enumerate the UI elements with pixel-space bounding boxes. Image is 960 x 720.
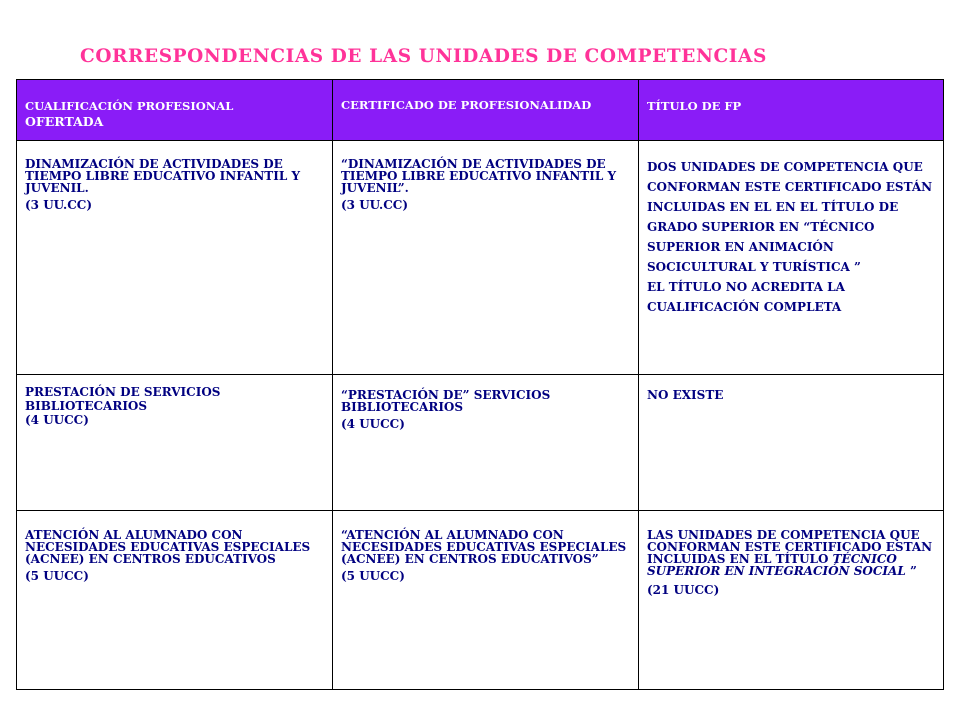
table-row bbox=[17, 511, 944, 690]
fp-title-note: EL TÍTULO NO ACREDITA LA CUALIFICACIÓN COMPLETA bbox=[647, 280, 845, 314]
certificate-units: (5 UUCC) bbox=[341, 569, 405, 583]
cell-certificate bbox=[333, 511, 639, 690]
table-row bbox=[17, 375, 944, 511]
cell-fp-title bbox=[639, 511, 944, 690]
header-fp-title bbox=[639, 80, 944, 141]
correspondence-table bbox=[16, 79, 944, 690]
header-fp-title-label: TÍTULO DE FP bbox=[647, 99, 742, 113]
qualification-text: PRESTACIÓN DE SERVICIOS BIBLIOTECARIOS bbox=[25, 385, 221, 413]
table-header-row bbox=[17, 80, 944, 141]
cell-qualification bbox=[17, 141, 333, 375]
qualification-units: (5 UUCC) bbox=[25, 569, 89, 583]
cell-certificate bbox=[333, 141, 639, 375]
cell-qualification bbox=[17, 511, 333, 690]
page-title: CORRESPONDENCIAS DE LAS UNIDADES DE COMPETENCIAS bbox=[80, 46, 767, 67]
header-qualification bbox=[17, 80, 333, 141]
fp-title-italic: TÉCNICO SUPERIOR EN INTEGRACIÓN SOCIAL bbox=[647, 552, 906, 578]
cell-qualification bbox=[17, 375, 333, 511]
certificate-units: (4 UUCC) bbox=[341, 417, 405, 431]
fp-title-prefix: LAS UNIDADES DE COMPETENCIA QUE CONFORMAN ESTE CERTIFICADO ESTAN INCLUIDAS EN EL TÍTULO bbox=[647, 528, 933, 566]
cell-fp-title bbox=[639, 141, 944, 375]
qualification-text: DINAMIZACIÓN DE ACTIVIDADES DE TIEMPO LIBRE EDUCATIVO INFANTIL Y JUVENIL. bbox=[25, 157, 301, 195]
qualification-text: ATENCIÓN AL ALUMNADO CON NECESIDADES EDUCATIVAS ESPECIALES (ACNEE) EN CENTROS EDUCATIVOS bbox=[25, 528, 311, 566]
certificate-units: (3 UU.CC) bbox=[341, 198, 408, 212]
fp-title-text: DOS UNIDADES DE COMPETENCIA QUE CONFORMAN ESTE CERTIFICADO ESTÁN INCLUIDAS EN EL EN EL TÍTULO DE GRADO SUPERIOR EN “TÉCNICO SUPERIOR EN ANIMACIÓN SOCICULTURAL Y TURÍSTICA ” bbox=[647, 160, 933, 274]
fp-title-suffix: ” bbox=[905, 564, 917, 578]
fp-title-text: NO EXISTE bbox=[647, 388, 724, 402]
header-qualification-line1: CUALIFICACIÓN PROFESIONAL bbox=[25, 99, 234, 113]
qualification-units: (4 UUCC) bbox=[25, 413, 89, 427]
certificate-text: “PRESTACIÓN DE” SERVICIOS BIBLIOTECARIOS bbox=[341, 388, 551, 414]
fp-title-units: (21 UUCC) bbox=[647, 583, 720, 597]
certificate-text: “ATENCIÓN AL ALUMNADO CON NECESIDADES EDUCATIVAS ESPECIALES (ACNEE) EN CENTROS EDUCATIVOS” bbox=[341, 528, 627, 566]
header-certificate bbox=[333, 80, 639, 141]
cell-certificate bbox=[333, 375, 639, 511]
table-row bbox=[17, 141, 944, 375]
qualification-units: (3 UU.CC) bbox=[25, 198, 92, 212]
cell-fp-title bbox=[639, 375, 944, 511]
header-certificate-label: CERTIFICADO DE PROFESIONALIDAD bbox=[341, 98, 592, 112]
certificate-text: “DINAMIZACIÓN DE ACTIVIDADES DE TIEMPO LIBRE EDUCATIVO INFANTIL Y JUVENIL”. bbox=[341, 157, 617, 195]
header-qualification-line2: OFERTADA bbox=[25, 114, 104, 129]
fp-title-text bbox=[647, 529, 935, 577]
